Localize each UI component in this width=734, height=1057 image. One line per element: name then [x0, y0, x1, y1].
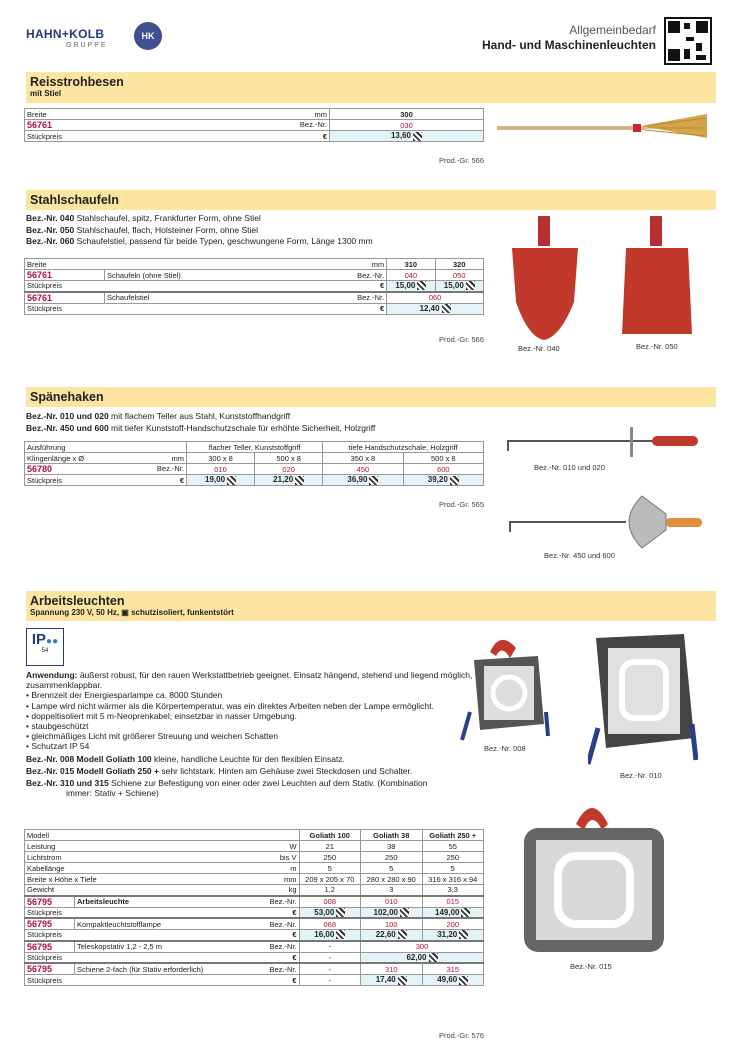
spec-value: 55 [422, 841, 484, 852]
article-row [25, 963, 484, 975]
article-desc: Arbeitsleuchte Bez.-Nr. [75, 896, 300, 908]
article-number[interactable]: 56761 [27, 270, 53, 280]
shovel-flat-image [612, 212, 702, 342]
product-group: Prod.-Gr. 565 [438, 500, 484, 509]
order-number[interactable]: 100 [361, 918, 422, 930]
article-desc: Kompaktleuchtstofflampe Bez.-Nr. [75, 918, 300, 930]
empty-value: - [299, 975, 360, 986]
price-cell[interactable]: 36,90 [323, 475, 403, 486]
spec-value: 209 x 205 x 70 [299, 874, 360, 885]
price-code-icon [413, 132, 422, 141]
order-number[interactable]: 068 [299, 918, 360, 930]
section-header-stahlschaufeln [26, 190, 716, 210]
product-group: Prod.-Gr. 566 [438, 156, 484, 165]
feature-list [26, 690, 481, 751]
price-row: Stückpreis € [25, 303, 387, 314]
price-cell[interactable]: 15,00 [387, 281, 435, 292]
price-cell[interactable]: 22,60 [361, 930, 422, 941]
qr-code-icon[interactable] [664, 17, 712, 65]
order-number[interactable]: 315 [422, 963, 484, 975]
spec-value: 3,3 [422, 885, 484, 896]
lamp-goliath38-image [588, 628, 698, 768]
group-label: flacher Teller, Kunststoffgriff [187, 442, 323, 453]
article-cell [25, 896, 75, 908]
order-number[interactable]: 010 [361, 896, 422, 908]
article-cell [25, 270, 105, 281]
water-drops-icon: ●● [46, 636, 59, 647]
spec-value: 280 x 280 x 90 [361, 874, 422, 885]
section-title: Reisstrohbesen [30, 75, 124, 89]
dim-value: 350 x 8 [323, 453, 403, 464]
spec-value: Goliath 38 [361, 830, 422, 841]
article-number[interactable]: 56795 [27, 964, 53, 974]
spec-value: 316 x 316 x 94 [422, 874, 484, 885]
spec-row [25, 885, 484, 896]
spec-label: Gewicht kg [25, 885, 300, 896]
dim-value: 500 x 8 [403, 453, 483, 464]
hook-flat-image [502, 425, 702, 465]
price-label: Stückpreis € [25, 907, 300, 918]
feature-item: • gleichmäßiges Licht mit größerer Streuung und weichen Schatten [26, 731, 278, 742]
brand-logo [26, 22, 166, 52]
subcategory-label: Hand- und Maschinenleuchten [481, 38, 656, 52]
spec-value: 1,2 [299, 885, 360, 896]
section-description: Bez.-Nr. 010 und 020 mit flachem Teller aus Stahl, Kunststoffhandgriff Bez.-Nr. 450 und 600 mit tiefer Kunststoff-Handschutzschale für erhöhte Sicherheit, Holzgriff [26, 411, 376, 433]
broom-image [495, 110, 710, 140]
price-label: Stückpreis € [25, 952, 300, 963]
shovel-pointed-image [500, 212, 590, 342]
price-cell[interactable]: 21,20 [255, 475, 323, 486]
price-cell[interactable]: 19,00 [187, 475, 255, 486]
logo-badge: HK [134, 22, 162, 50]
spec-value: 250 [299, 852, 360, 863]
dim-value: 300 x 8 [187, 453, 255, 464]
section-subtitle: Spannung 230 V, 50 Hz, ▣ schutzisoliert, funkentstört [30, 608, 234, 617]
article-number[interactable]: 56795 [27, 919, 53, 929]
spec-row [25, 863, 484, 874]
dim-value: 500 x 8 [255, 453, 323, 464]
spec-value: 21 [299, 841, 360, 852]
spec-value: 38 [361, 841, 422, 852]
price-cell[interactable]: 13,60 [330, 131, 484, 142]
article-number[interactable]: 56795 [27, 896, 53, 907]
price-cell[interactable]: 149,00 [422, 907, 484, 918]
bullet-icon: • [26, 700, 32, 711]
image-caption: Bez.-Nr. 008 [484, 744, 526, 753]
image-caption: Bez.-Nr. 050 [636, 342, 678, 351]
price-code-icon [459, 930, 468, 939]
price-cell[interactable]: 12,40 [387, 303, 484, 314]
logo-subtext: GRUPPE [66, 42, 108, 49]
price-row [25, 930, 484, 941]
bullet-icon: • [26, 690, 32, 701]
order-number[interactable]: 020 [255, 464, 323, 475]
article-cell [25, 292, 105, 304]
lamp-goliath250-image [508, 794, 678, 959]
price-label: Stückpreis € [25, 975, 300, 986]
price-code-icon [398, 930, 407, 939]
price-cell[interactable]: 31,20 [422, 930, 484, 941]
section-title: Stahlschaufeln [30, 193, 119, 207]
spec-value: 3 [361, 885, 422, 896]
order-number[interactable]: 015 [422, 896, 484, 908]
article-desc: Teleskopstativ 1,2 - 2,5 m Bez.-Nr. [75, 941, 300, 953]
article-row [25, 918, 484, 930]
empty-value: - [299, 941, 360, 953]
price-row [25, 975, 484, 986]
article-row: 56761 Bez.-Nr. [25, 120, 330, 131]
article-cell [25, 941, 75, 953]
article-row [25, 941, 484, 953]
spec-label: Kabellänge m [25, 863, 300, 874]
spec-row [25, 841, 484, 852]
spec-label: Modell [25, 830, 300, 841]
category-label: Allgemeinbedarf [569, 23, 656, 37]
article-number[interactable]: 56761 [27, 292, 53, 303]
lamp-goliath100-image [460, 632, 550, 742]
price-cell[interactable]: 53,00 [299, 907, 360, 918]
breite-label: Breite mm [25, 259, 387, 270]
article-cell [25, 918, 75, 930]
width-value: 320 [435, 259, 483, 270]
feature-item: • Brennzeit der Energiesparlampe ca. 8000 Stunden [26, 690, 223, 701]
price-cell[interactable]: 39,20 [403, 475, 483, 486]
ausfuehrung-label: Ausführung [25, 442, 187, 453]
empty-value: - [299, 963, 360, 975]
price-code-icon [398, 976, 407, 985]
section-header-spaenehaken [26, 387, 716, 407]
price-cell[interactable]: 102,00 [361, 907, 422, 918]
price-row: Stückpreis € [25, 131, 330, 142]
price-cell[interactable]: 16,00 [299, 930, 360, 941]
price-row [25, 952, 484, 963]
width-value: 300 [330, 109, 484, 120]
price-code-icon [459, 976, 468, 985]
product-table-arbeitsleuchten [24, 829, 484, 986]
price-cell[interactable]: 15,00 [435, 281, 483, 292]
group-label: tiefe Handschutzschale, Holzgriff [323, 442, 484, 453]
spec-value: 5 [299, 863, 360, 874]
spec-row [25, 830, 484, 841]
spec-value: 250 [422, 852, 484, 863]
section-description: Bez.-Nr. 040 Stahlschaufel, spitz, Frankfurter Form, ohne Stiel Bez.-Nr. 050 Stahlschaufel, flach, Holsteiner Form, ohne Stiel Bez.-Nr. 060 Schaufelstiel, passend für beide Typen, geschwungene Form, Länge 1300 mm [26, 213, 373, 246]
width-value: 310 [387, 259, 435, 270]
order-number[interactable]: 060 [387, 292, 484, 304]
section-title: Arbeitsleuchten [30, 594, 125, 608]
price-label: Stückpreis € [25, 930, 300, 941]
product-group: Prod.-Gr. 576 [438, 1031, 484, 1040]
article-number[interactable]: 56761 [27, 120, 53, 130]
order-number[interactable]: 310 [361, 963, 422, 975]
ip54-badge: IP●● 54 [26, 628, 64, 666]
price-row: Stückpreis € [25, 281, 387, 292]
image-caption: Bez.-Nr. 450 und 600 [544, 551, 615, 560]
image-caption: Bez.-Nr. 010 [620, 771, 662, 780]
breite-label: Breite mm [25, 109, 330, 120]
spec-value: Goliath 100 [299, 830, 360, 841]
spec-value: 5 [422, 863, 484, 874]
image-caption: Bez.-Nr. 040 [518, 344, 560, 353]
order-number[interactable]: 008 [299, 896, 360, 908]
section-header-arbeitsleuchten [26, 591, 716, 621]
order-number[interactable]: 030 [330, 120, 484, 131]
image-caption: Bez.-Nr. 010 und 020 [534, 463, 605, 472]
article-desc: Schiene 2-fach (für Stativ erforderlich) Bez.-Nr. [75, 963, 300, 975]
bullet-icon: • [26, 741, 32, 752]
image-caption: Bez.-Nr. 015 [570, 962, 612, 971]
price-code-icon [429, 953, 438, 962]
article-row: 56780 Bez.-Nr. [25, 464, 187, 475]
article-number[interactable]: 56780 [27, 464, 53, 474]
order-number[interactable]: 450 [323, 464, 403, 475]
logo-text: HAHN+KOLB [26, 27, 105, 41]
section-description: Anwendung: äußerst robust, für den rauen Werkstattbetrieb geeignet. Einsatz hängend, stehend und liegend möglich, zusammenklappbar. • Brennzeit der Energiesparlampe ca. 8000 Stunden • Lampe wird nicht wärmer als die Körpertemperatur, was ein direktes Arbeiten neben der Lampe ermöglicht. • doppeltisoliert mit 5 m-Neoprenkabel; einsetzbar in nasser Umgebung. • staubgeschützt • gleichmäßiges Licht mit größerer Streuung und weichen Schatten • Schutzart IP 54 Bez.-Nr. 008 Modell Goliath 100 kleine, handliche Leuchte für den flexiblen Einsatz. Bez.-Nr. 015 Modell Goliath 250 + sehr lichtstark. Hinten am Gehäuse zwei Steckdosen und Schalter. Bez.-Nr. 310 und 315 Schiene zur Befestigung von einer oder zwei Leuchten auf dem Stativ. (Kombination immer: Stativ + Schiene) [26, 670, 481, 798]
price-code-icon [336, 930, 345, 939]
klingen-label: Klingenlänge x Ø mm [25, 453, 187, 464]
feature-item: • Schutzart IP 54 [26, 741, 90, 752]
spec-value: Goliath 250 + [422, 830, 484, 841]
price-row: Stückpreis € [25, 475, 187, 486]
product-group: Prod.-Gr. 566 [438, 335, 484, 344]
spec-label: Breite x Höhe x Tiefe mm [25, 874, 300, 885]
price-cell[interactable]: 49,60 [422, 975, 484, 986]
empty-value: - [299, 952, 360, 963]
feature-item: • Lampe wird nicht wärmer als die Körpertemperatur, was ein direktes Arbeiten neben der Lampe ermöglicht. [26, 700, 434, 711]
bullet-icon: • [26, 710, 32, 721]
spec-label: Leistung W [25, 841, 300, 852]
order-number[interactable]: 050 [435, 270, 483, 281]
spec-row [25, 874, 484, 885]
article-cell [25, 963, 75, 975]
order-number[interactable]: 200 [422, 918, 484, 930]
feature-item: • doppeltisoliert mit 5 m-Neoprenkabel; einsetzbar in nasser Umgebung. [26, 710, 297, 721]
order-number[interactable]: 010 [187, 464, 255, 475]
section-title: Spänehaken [30, 390, 104, 404]
spec-label: Lichtstrom bis V [25, 852, 300, 863]
order-number[interactable]: 600 [403, 464, 483, 475]
product-table-reisstrohbesen [24, 108, 484, 142]
article-desc: Schaufeln (ohne Stiel) Bez.-Nr. [105, 270, 387, 281]
order-number[interactable]: 300 [361, 941, 484, 953]
section-subtitle: mit Stiel [30, 89, 62, 98]
article-number[interactable]: 56795 [27, 941, 53, 952]
bullet-icon: • [26, 721, 32, 732]
spec-value: 250 [361, 852, 422, 863]
price-code-icon [461, 908, 470, 917]
hook-shield-image [506, 490, 706, 550]
article-row [25, 896, 484, 908]
bullet-icon: • [26, 731, 32, 742]
feature-item: • staubgeschützt [26, 721, 89, 732]
price-code-icon [400, 908, 409, 917]
price-cell[interactable]: 62,00 [361, 952, 484, 963]
price-row [25, 907, 484, 918]
spec-value: 5 [361, 863, 422, 874]
section-header-reisstrohbesen [26, 72, 716, 103]
price-code-icon [336, 908, 345, 917]
product-table-spaenehaken [24, 441, 484, 486]
price-cell[interactable]: 17,40 [361, 975, 422, 986]
product-table-stahlschaufeln [24, 258, 484, 315]
article-desc: Schaufelstiel Bez.-Nr. [105, 292, 387, 304]
spec-row [25, 852, 484, 863]
order-number[interactable]: 040 [387, 270, 435, 281]
